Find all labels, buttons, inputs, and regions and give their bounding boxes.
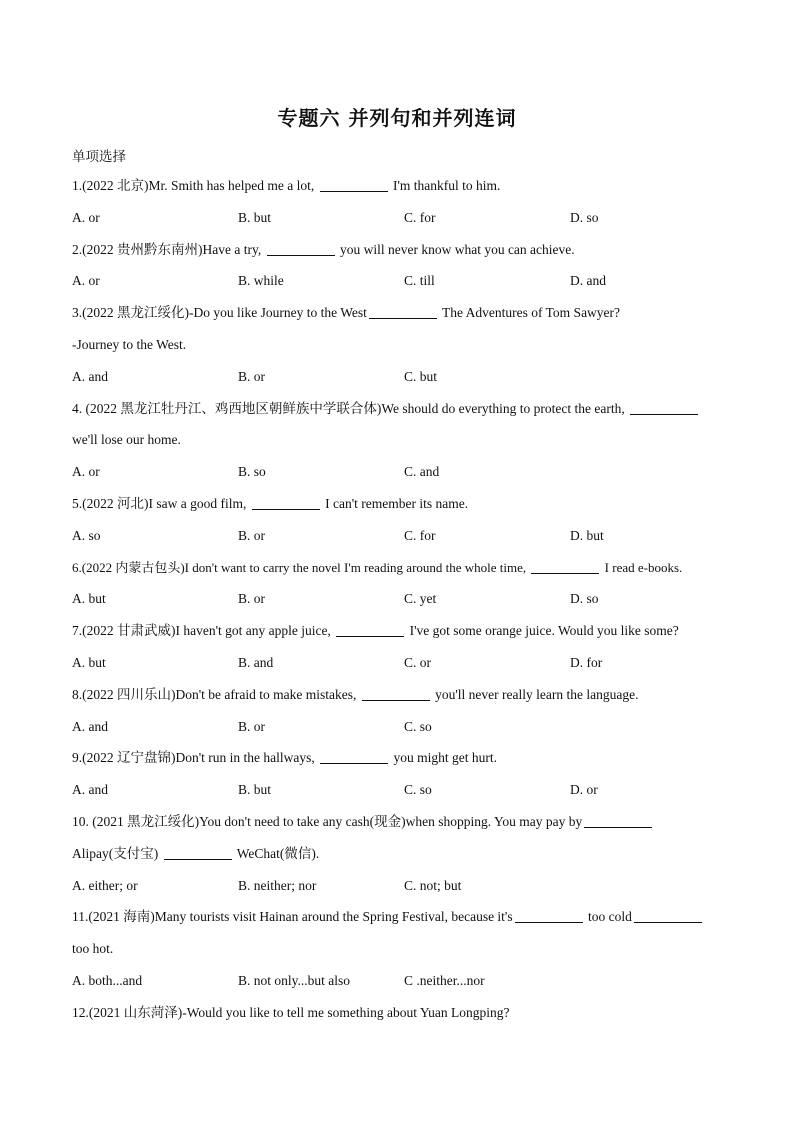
option-c: C. so	[404, 718, 432, 734]
option-b: B. but	[238, 209, 272, 225]
option-c: C. not; but	[404, 877, 462, 893]
question-11-continued: too hot.	[72, 941, 114, 957]
answer-blank	[320, 749, 388, 764]
question-text: 3.(2022 黑龙江绥化)-Do you like Journey to the West	[72, 305, 367, 321]
option-a: A. both...and	[72, 972, 143, 988]
question-text: you'll never really learn the language.	[431, 686, 639, 702]
option-d: D. for	[570, 654, 603, 670]
answer-blank	[252, 495, 320, 510]
question-text: you might get hurt.	[390, 750, 498, 766]
section-heading: 单项选择	[72, 149, 126, 165]
question-10	[72, 806, 722, 838]
options-row	[72, 361, 722, 393]
options-row	[72, 520, 722, 552]
question-3	[72, 297, 722, 329]
option-b: B. or	[238, 368, 265, 384]
answer-blank	[634, 908, 702, 923]
answer-blank	[164, 845, 232, 860]
question-3-continued: -Journey to the West.	[72, 336, 187, 352]
question-text: 6.(2022 内蒙古包头)I don't want to carry the novel I'm reading around the whole time,	[72, 559, 530, 575]
question-text: Alipay(支付宝)	[72, 845, 162, 861]
answer-blank	[336, 622, 404, 637]
options-row	[72, 202, 722, 234]
options-row	[72, 774, 722, 806]
question-text: 2.(2022 贵州黔东南州)Have a try,	[72, 241, 265, 257]
question-2	[72, 234, 722, 266]
answer-blank	[320, 177, 388, 192]
option-b: B. or	[238, 527, 265, 543]
option-c: C. for	[404, 527, 436, 543]
options-row	[72, 583, 722, 615]
question-text: WeChat(微信).	[233, 845, 320, 861]
answer-blank	[584, 813, 652, 828]
option-b: B. while	[238, 273, 284, 289]
question-text: 10. (2021 黑龙江绥化)You don't need to take any cash(现金)when shopping. You may pay by	[72, 813, 583, 829]
question-6	[72, 552, 722, 584]
options-row	[72, 870, 722, 902]
option-c: C. but	[404, 368, 438, 384]
question-text: I'm thankful to him.	[389, 178, 501, 193]
option-a: A. either; or	[72, 877, 138, 893]
option-a: A. and	[72, 368, 108, 384]
option-d: D. and	[570, 273, 606, 289]
question-9	[72, 742, 722, 774]
option-c: C .neither...nor	[404, 972, 485, 988]
option-d: D. so	[570, 209, 599, 225]
options-row	[72, 711, 722, 743]
option-c: C. till	[404, 273, 435, 289]
question-text: 8.(2022 四川乐山)Don't be afraid to make mistakes,	[72, 686, 360, 702]
options-row	[72, 965, 722, 997]
question-text: 11.(2021 海南)Many tourists visit Hainan around the Spring Festival, because it's	[72, 909, 513, 925]
answer-blank	[630, 400, 698, 415]
options-row	[72, 456, 722, 488]
question-7	[72, 615, 722, 647]
question-text: you will never know what you can achieve.	[336, 241, 575, 257]
options-row	[72, 265, 722, 297]
option-d: D. but	[570, 527, 604, 543]
question-text: too cold	[584, 909, 632, 925]
option-b: B. or	[238, 591, 265, 607]
question-text: 1.(2022 北京)Mr. Smith has helped me a lot,	[72, 178, 318, 193]
question-text: I read e-books.	[601, 559, 683, 575]
question-text: 7.(2022 甘肃武威)I haven't got any apple juice,	[72, 623, 335, 639]
question-12: 12.(2021 山东菏泽)-Would you like to tell me something about Yuan Longping?	[72, 1004, 510, 1020]
answer-blank	[531, 559, 599, 574]
option-b: B. and	[238, 654, 274, 670]
question-10-continued	[72, 838, 722, 870]
option-c: C. for	[404, 209, 436, 225]
answer-blank	[369, 304, 437, 319]
option-a: A. but	[72, 654, 106, 670]
option-b: B. or	[238, 718, 265, 734]
option-a: A. and	[72, 718, 108, 734]
question-8	[72, 679, 722, 711]
options-row	[72, 647, 722, 679]
question-11	[72, 901, 722, 933]
question-1	[72, 170, 722, 202]
option-d: D. so	[570, 591, 599, 607]
option-d: D. or	[570, 782, 598, 798]
answer-blank	[362, 686, 430, 701]
question-5	[72, 488, 722, 520]
option-c: C. yet	[404, 591, 437, 607]
question-text: I can't remember its name.	[321, 495, 469, 511]
option-c: C. and	[404, 464, 440, 480]
option-a: A. or	[72, 209, 100, 225]
question-text: 9.(2022 辽宁盘锦)Don't run in the hallways,	[72, 750, 319, 766]
option-c: C. so	[404, 782, 432, 798]
question-4-continued: we'll lose our home.	[72, 432, 181, 448]
option-a: A. and	[72, 782, 108, 798]
question-list	[72, 170, 722, 1029]
option-b: B. so	[238, 464, 266, 480]
option-b: B. not only...but also	[238, 972, 351, 988]
option-b: B. but	[238, 782, 272, 798]
question-text: I've got some orange juice. Would you like some?	[406, 623, 679, 639]
option-c: C. or	[404, 654, 431, 670]
option-a: A. or	[72, 464, 100, 480]
page-title: 专题六 并列句和并列连词	[277, 106, 517, 130]
answer-blank	[267, 241, 335, 256]
question-text: 5.(2022 河北)I saw a good film,	[72, 495, 250, 511]
option-a: A. so	[72, 527, 101, 543]
question-text: 4. (2022 黑龙江牡丹江、鸡西地区朝鲜族中学联合体)We should do everything to protect the earth,	[72, 400, 629, 416]
option-b: B. neither; nor	[238, 877, 317, 893]
question-text: The Adventures of Tom Sawyer?	[438, 305, 621, 321]
option-a: A. or	[72, 273, 100, 289]
question-4	[72, 393, 722, 425]
option-a: A. but	[72, 591, 106, 607]
answer-blank	[515, 908, 583, 923]
